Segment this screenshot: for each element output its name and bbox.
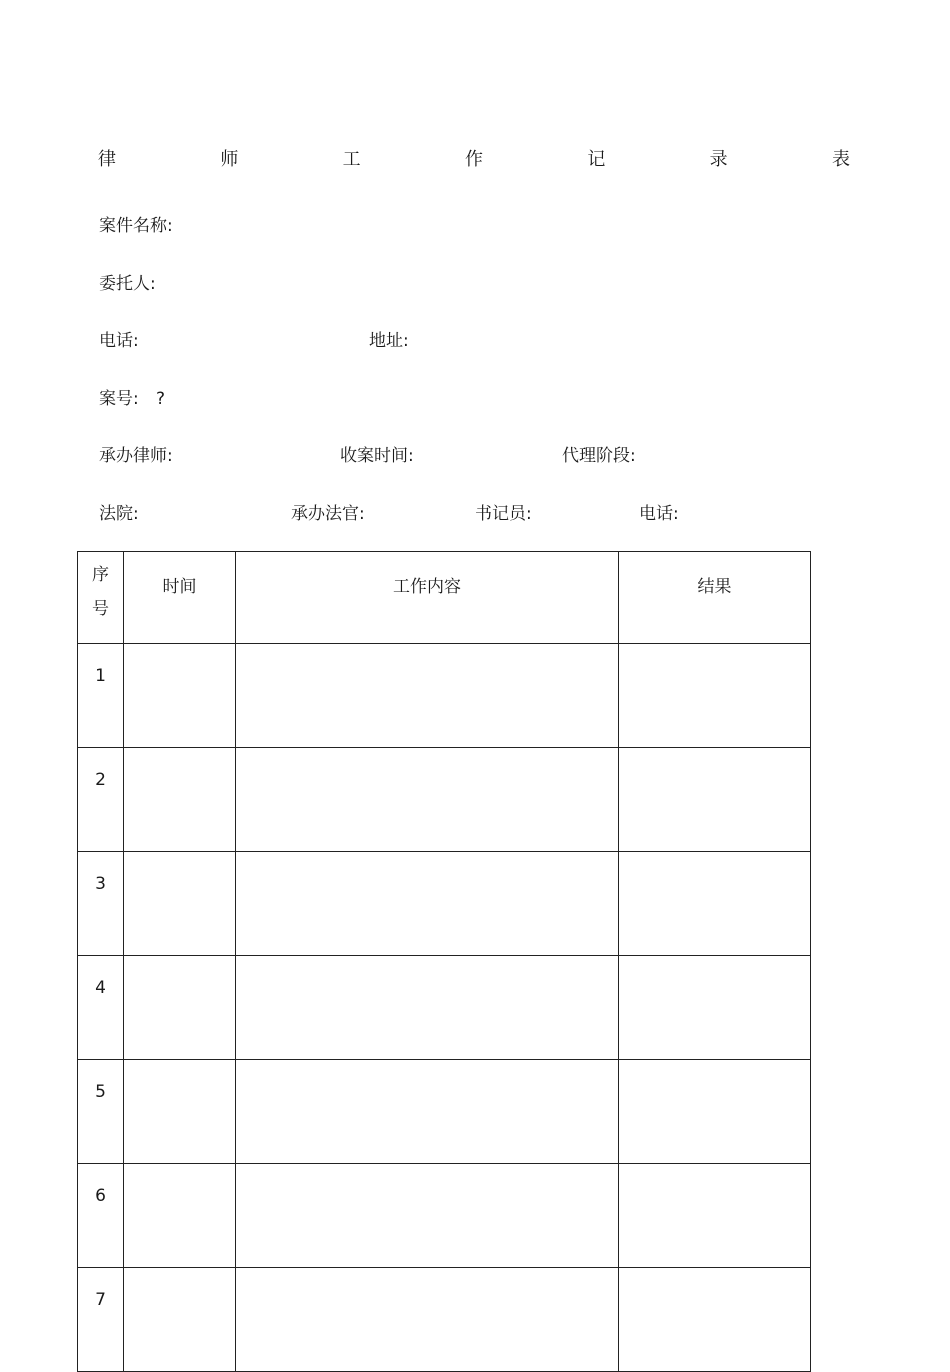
result-cell[interactable] <box>619 1268 811 1372</box>
judge-label: 承办法官: <box>291 504 365 524</box>
agency-stage-label: 代理阶段: <box>562 446 636 466</box>
case-number-value: ? <box>156 389 166 409</box>
row-number: 7 <box>78 1268 124 1372</box>
content-cell[interactable] <box>236 852 619 956</box>
result-cell[interactable] <box>619 644 811 748</box>
title-char: 律 <box>98 149 116 170</box>
filing-time-label: 收案时间: <box>340 446 414 466</box>
content-cell[interactable] <box>236 1060 619 1164</box>
page-title <box>98 148 850 172</box>
time-cell[interactable] <box>124 1268 236 1372</box>
time-cell[interactable] <box>124 748 236 852</box>
time-cell[interactable] <box>124 1060 236 1164</box>
title-char: 录 <box>709 149 728 170</box>
court-label: 法院: <box>99 504 139 524</box>
row-number: 2 <box>78 748 124 852</box>
table-header-row <box>78 552 811 644</box>
title-char: 师 <box>220 149 239 170</box>
case-number-label: 案号: <box>99 389 139 409</box>
title-char: 表 <box>831 149 850 170</box>
result-cell[interactable] <box>619 1060 811 1164</box>
row-number: 5 <box>78 1060 124 1164</box>
clerk-label: 书记员: <box>475 504 532 524</box>
table-row <box>78 1164 811 1268</box>
time-header: 时间 <box>124 552 236 644</box>
row-number: 4 <box>78 956 124 1060</box>
content-header: 工作内容 <box>236 552 619 644</box>
title-char: 工 <box>342 149 361 170</box>
time-cell[interactable] <box>124 644 236 748</box>
address-label: 地址: <box>369 331 409 351</box>
result-cell[interactable] <box>619 748 811 852</box>
time-cell[interactable] <box>124 956 236 1060</box>
row-number: 1 <box>78 644 124 748</box>
content-cell[interactable] <box>236 1268 619 1372</box>
row-number: 3 <box>78 852 124 956</box>
content-cell[interactable] <box>236 644 619 748</box>
content-cell[interactable] <box>236 748 619 852</box>
case-name-label: 案件名称: <box>99 216 173 236</box>
result-cell[interactable] <box>619 1164 811 1268</box>
table-row <box>78 748 811 852</box>
table-row <box>78 956 811 1060</box>
content-cell[interactable] <box>236 1164 619 1268</box>
result-cell[interactable] <box>619 956 811 1060</box>
title-char: 记 <box>587 149 606 170</box>
lawyer-label: 承办律师: <box>99 446 173 466</box>
content-cell[interactable] <box>236 956 619 1060</box>
result-cell[interactable] <box>619 852 811 956</box>
time-cell[interactable] <box>124 1164 236 1268</box>
time-cell[interactable] <box>124 852 236 956</box>
table-row <box>78 1060 811 1164</box>
court-phone-label: 电话: <box>639 504 679 524</box>
table-row <box>78 644 811 748</box>
title-char: 作 <box>464 149 483 170</box>
table-row <box>78 852 811 956</box>
row-number: 6 <box>78 1164 124 1268</box>
phone-label: 电话: <box>99 331 139 351</box>
seq-header: 序 号 <box>78 552 124 644</box>
result-header: 结果 <box>619 552 811 644</box>
client-label: 委托人: <box>99 274 156 294</box>
table-row <box>78 1268 811 1372</box>
work-log-table <box>77 551 811 1372</box>
